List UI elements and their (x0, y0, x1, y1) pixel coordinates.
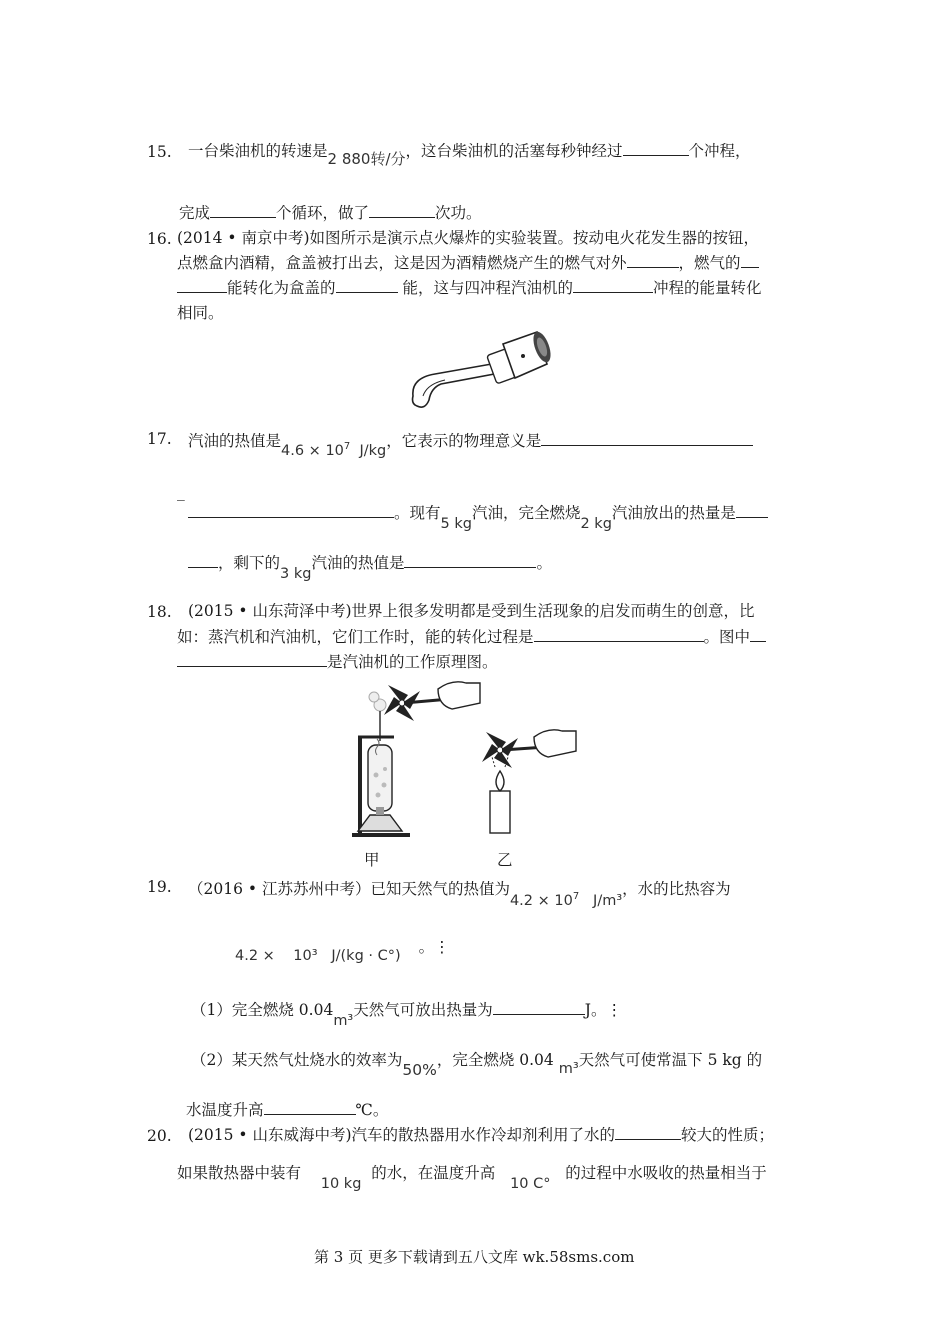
q19-p2-c: 天然气可使常温下 5 kg 的 (578, 1051, 763, 1069)
q15-blank-cycles[interactable] (210, 203, 276, 218)
q20-text-2c: 的过程中水吸收的热量相当于 (565, 1164, 767, 1182)
q17-blank-heat-b[interactable] (188, 553, 218, 568)
q17-text-d: 汽油，完全燃烧 (471, 504, 581, 522)
q17-text-a: 汽油的热值是 (188, 431, 282, 450)
q19-text-b: ，水的比热容为 (622, 879, 731, 898)
q18-text-2a: 如：蒸汽机和汽油机，它们工作时，能的转化过程是 (177, 628, 534, 646)
q17-math-heat-value (281, 443, 386, 459)
q19-p3-a: 水温度升高 (186, 1101, 264, 1119)
q19-m2-b: 10³ (293, 948, 318, 964)
q20-text-2a: 如果散热器中装有 (177, 1164, 302, 1182)
q19-number: 19. (147, 878, 172, 896)
q17-blank-remaining-value[interactable] (404, 553, 536, 568)
q19-p1-c: J。⋮ (584, 1001, 622, 1019)
q19-p1-unit: m³ (333, 1013, 354, 1029)
q15-text-b: ，这台柴油机的活塞每秒钟经过 (405, 142, 623, 160)
q20-line2 (177, 1163, 767, 1192)
q17-text-b: ，它表示的物理意义是 (386, 431, 542, 450)
q16-line1: (2014 • 南京中考)如图所示是演示点火爆炸的实验装置。按动电火花发生器的按钮， (177, 229, 760, 247)
q17-math-exp: 7 (343, 441, 351, 452)
q15-text-e: 个循环，做了 (276, 204, 370, 222)
q19-part2-line2 (186, 1100, 388, 1120)
q20-text-1b: 较大的性质； (681, 1126, 775, 1144)
q17-math-2kg: 2 kg (580, 516, 612, 532)
q17-text-h: 。 (536, 554, 552, 572)
pinwheel-experiments-figure (340, 675, 760, 840)
q15-text: 一台柴油机的转速是 (188, 142, 328, 160)
q16-line2 (177, 253, 759, 273)
q16-blank-energy-a[interactable] (741, 253, 759, 268)
figure-label-yi: 乙 (497, 851, 513, 869)
q18-line2 (177, 627, 766, 647)
q19-m2-unit: J/(kg · C°) (331, 948, 401, 964)
q19-line2 (235, 938, 450, 966)
q17-dash: _ (177, 483, 185, 501)
q16-text-2b: ，燃气的 (678, 254, 741, 272)
q18-line3 (177, 652, 498, 672)
q16-line4: 相同。 (177, 304, 224, 322)
q15-text-d: 完成 (179, 204, 211, 222)
q17-text-g: 汽油的热值是 (311, 554, 405, 572)
q18-blank-conversion[interactable] (534, 627, 704, 642)
q17-text-c: 。现有 (394, 504, 441, 522)
q20-blank-property[interactable] (615, 1125, 681, 1140)
q18-text-2b: 。图中 (703, 628, 751, 646)
q19-p1-a: （1）完全燃烧 0.04 (191, 1001, 334, 1019)
q19-blank-temp-rise[interactable] (264, 1100, 356, 1115)
q19-end1: 。⋮ (418, 938, 450, 956)
q15-number: 15. (147, 143, 172, 161)
q15-math-speed: 2 880转/分 (327, 150, 406, 168)
q15-blank-work[interactable] (369, 203, 435, 218)
q16-number: 16. (147, 230, 172, 248)
q17-text-f: ，剩下的 (218, 554, 281, 572)
q20-math-10c: 10 C° (510, 1176, 551, 1192)
q16-blank-stroke[interactable] (573, 278, 653, 293)
q16-text-3b: 能，这与四冲程汽油机的 (402, 279, 573, 297)
page-footer: 第 3 页 更多下载请到五八文库 wk.58sms.com (314, 1248, 635, 1266)
q17-math-unit: J/kg (359, 442, 387, 459)
q15-line1 (188, 141, 751, 168)
q19-math-gas-value (510, 893, 622, 909)
q19-text-a: （2016 • 江苏苏州中考）已知天然气的热值为 (188, 879, 510, 898)
q17-blank-meaning-a[interactable] (541, 431, 753, 446)
q15-line2 (179, 203, 482, 223)
q19-p2-b: ，完全燃烧 0.04 (436, 1051, 554, 1069)
q16-line3 (177, 278, 761, 298)
q20-line1 (188, 1125, 774, 1145)
q16-blank-work[interactable] (627, 253, 679, 268)
q19-m1-unit: J/m³ (593, 892, 623, 909)
q19-p2-efficiency: 50% (402, 1061, 437, 1079)
q20-text-1a: (2015 • 山东威海中考)汽车的散热器用水作冷却剂利用了水的 (188, 1126, 616, 1144)
q16-blank-lid-energy[interactable] (336, 278, 398, 293)
q19-math-specific-heat (235, 948, 401, 964)
q16-text-3a: 能转化为盒盖的 (227, 279, 336, 297)
q19-m1-base: 4.2 × 10 (509, 892, 573, 909)
q20-math-10kg: 10 kg (320, 1176, 362, 1192)
q19-m2-a: 4.2 × (235, 948, 275, 964)
q18-text-3: 是汽油机的工作原理图。 (327, 653, 498, 671)
q18-blank-figure-b[interactable] (177, 652, 327, 667)
q20-number: 20. (147, 1127, 172, 1145)
q17-text-e: 汽油放出的热量是 (611, 504, 736, 522)
q17-line1 (188, 428, 753, 459)
q19-p1-b: 天然气可放出热量为 (353, 1001, 493, 1019)
q19-part2 (191, 1050, 763, 1079)
q15-blank-strokes[interactable] (623, 141, 689, 156)
q17-blank-heat-a[interactable] (736, 503, 768, 518)
q19-m1-exp: 7 (572, 891, 580, 902)
q17-math-5kg: 5 kg (440, 516, 472, 532)
q16-text-3c: 冲程的能量转化 (652, 279, 762, 297)
q17-math-3kg: 3 kg (280, 566, 312, 582)
q19-blank-heat[interactable] (493, 1000, 585, 1015)
q16-text-2a: 点燃盒内酒精，盒盖被打出去，这是因为酒精燃烧产生的燃气对外 (177, 254, 627, 272)
q16-blank-energy-b[interactable] (177, 278, 227, 293)
q17-math-base: 4.6 × 10 (281, 442, 344, 459)
q20-text-2b: 的水，在温度升高 (371, 1164, 496, 1182)
spark-igniter-figure (405, 326, 555, 408)
q15-text-c: 个冲程， (688, 142, 751, 160)
q19-p2-unit: m³ (558, 1061, 579, 1077)
q17-line3 (188, 553, 552, 582)
q18-number: 18. (147, 603, 172, 621)
q17-number: 17. (147, 430, 172, 448)
q15-text-f: 次功。 (435, 204, 482, 222)
figure-label-jia: 甲 (364, 851, 380, 869)
q17-line2 (188, 503, 768, 532)
q17-blank-meaning-b[interactable] (188, 503, 394, 518)
q18-line1: (2015 • 山东菏泽中考)世界上很多发明都是受到生活现象的启发而萌生的创意，比 (188, 602, 755, 620)
q18-blank-figure-a[interactable] (750, 627, 766, 642)
q19-p3-b: ℃。 (355, 1101, 389, 1119)
q19-p2-a: （2）某天然气灶烧水的效率为 (191, 1051, 403, 1069)
q19-part1 (191, 1000, 622, 1029)
